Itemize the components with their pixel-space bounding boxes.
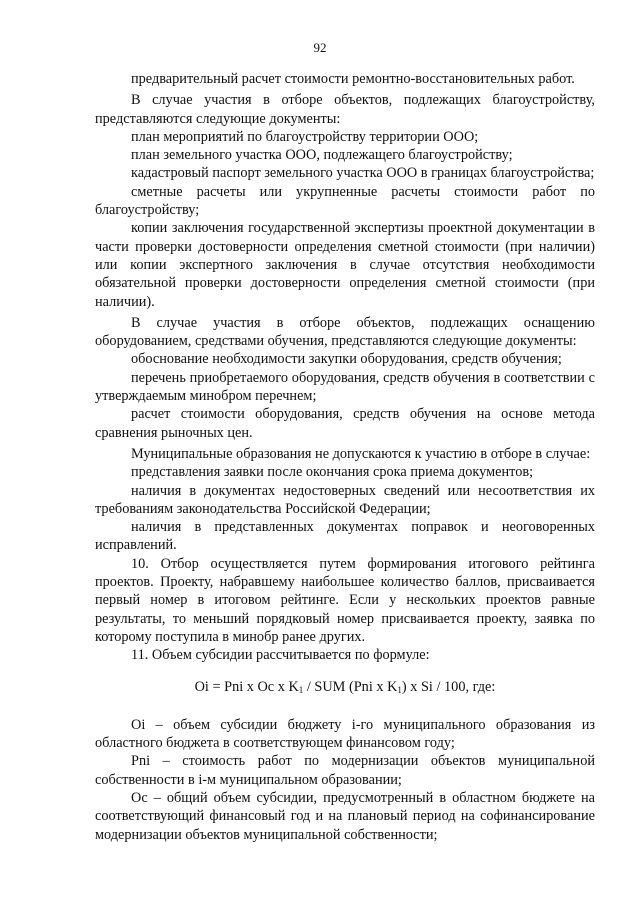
section-10: 10. Отбор осуществляется путем формирования итогового рейтинга проектов. Проекту, набравшему наибольшее количество баллов, присваивается первый номер в итоговом рейтинге. Если у нескольких проектов равные результаты, то меньший порядковый номер присваивается проекту, заявка по которому поступила в минобр ранее других. — [95, 555, 595, 645]
list-item: представления заявки после окончания срока приема документов; — [131, 464, 534, 481]
list-item: наличия в представленных документах поправок и неоговоренных исправлений. — [95, 519, 595, 554]
formula-subscript: 1 — [298, 684, 304, 695]
list-item: план земельного участка ООО, подлежащего благоустройству; — [131, 147, 513, 164]
list-item: расчет стоимости оборудования, средств обучения на основе метода сравнения рыночных цен. — [95, 406, 595, 441]
list-item: обоснование необходимости закупки оборудования, средств обучения; — [131, 351, 562, 368]
paragraph: В случае участия в отборе объектов, подлежащих оснащению оборудованием, средствами обучения, представляются следующие документы: — [95, 314, 595, 350]
formula-rhs: ) x Si / 100, где: — [401, 678, 496, 695]
list-item: перечень приобретаемого оборудования, средств обучения в соответствии с утверждаемым минобром перечнем; — [95, 369, 595, 405]
formula-mid: / SUM (Pni x K — [303, 678, 398, 695]
list-item: наличия в документах недостоверных сведений или несоответствия их требованиям законодательства Российской Федерации; — [95, 482, 595, 517]
page-number: 92 — [313, 40, 327, 55]
list-item: копии заключения государственной экспертизы проектной документации в части проверки достоверности определения сметной стоимости (при наличии) или копии экспертного заключения в случае отсутствия необходимости обязательной проверки достоверности определения сметной стоимости (при наличии). — [95, 220, 595, 310]
section-11: 11. Объем субсидии рассчитывается по формуле: — [131, 647, 430, 664]
document-body — [95, 70, 595, 844]
formula-lhs: Oi = Pni x Oc x K — [194, 678, 299, 695]
formula-subscript: 1 — [397, 684, 402, 695]
paragraph: предварительный расчет стоимости ремонтно-восстановительных работ. — [131, 71, 575, 87]
definition: Pni – стоимость работ по модернизации объектов муниципальной собственности в i-м муниципальном образовании; — [95, 753, 595, 788]
list-item: сметные расчеты или укрупненные расчеты стоимости работ по благоустройству; — [95, 183, 595, 219]
definition: Oc – общий объем субсидии, предусмотренный в областном бюджете на соответствующий финансовый год и на плановый период на софинансирование модернизации объектов муниципальной собственности; — [95, 789, 595, 843]
definition: Oi – объем субсидии бюджету i-го муниципального образования из областного бюджета в соответствующем финансовом году; — [95, 716, 595, 752]
subsidy-formula — [95, 678, 595, 699]
list-item: кадастровый паспорт земельного участка ООО в границах благоустройства; — [131, 165, 595, 182]
list-item: план мероприятий по благоустройству территории ООО; — [131, 128, 479, 145]
paragraph: В случае участия в отборе объектов, подлежащих благоустройству, представляются следующие документы: — [95, 92, 595, 127]
paragraph: Муниципальные образования не допускаются к участию в отборе в случае: — [131, 445, 591, 462]
